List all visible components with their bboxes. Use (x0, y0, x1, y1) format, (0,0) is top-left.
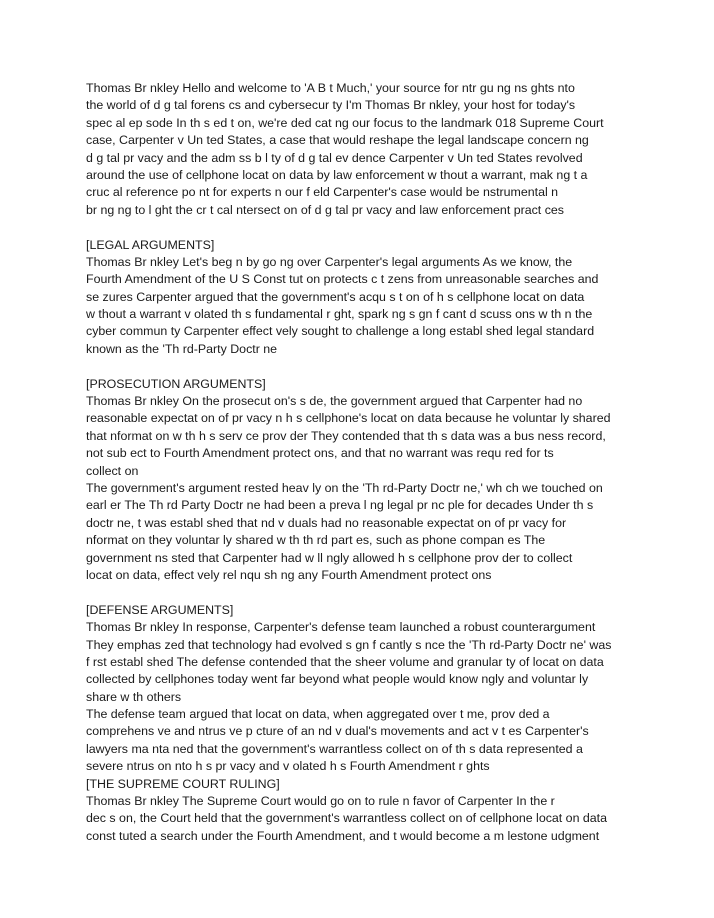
text-line: known as the 'Th rd-Party Doctr ne (86, 341, 278, 356)
text-line: lawyers ma nta ned that the government's warrantless collect on of th s data represented a (86, 741, 583, 756)
paragraph-supreme-court-ruling (86, 776, 646, 846)
text-line: spec al ep sode In th s ed t on, we're ded cat ng our focus to the landmark 018 Supreme Court (86, 115, 604, 130)
text-line: The government's argument rested heav ly on the 'Th rd-Party Doctr ne,' wh ch we touched on (86, 480, 603, 495)
paragraph-intro (86, 80, 646, 219)
text-line: earl er The Th rd Party Doctr ne had been a preva l ng legal pr nc ple for decades Under th s (86, 498, 594, 513)
text-line: w thout a warrant v olated th s fundamental r ght, spark ng s gn f cant d scuss ons w th n the (86, 307, 593, 322)
text-line: Thomas Br nkley On the prosecut on's s de, the government argued that Carpenter had no (86, 394, 583, 409)
text-line: doctr ne, t was establ shed that nd v duals had no reasonable expectat on of pr vacy for (86, 515, 567, 530)
text-line: const tuted a search under the Fourth Amendment, and t would become a m lestone udgment (86, 828, 600, 843)
text-line: nformat on they voluntar ly shared w th th rd part es, such as phone compan es The (86, 533, 546, 548)
text-line: se zures Carpenter argued that the government's acqu s t on of h s cellphone locat on data (86, 289, 585, 304)
text-line: locat on data, effect vely rel nqu sh ng any Fourth Amendment protect ons (86, 567, 492, 582)
text-line: around the use of cellphone locat on data by law enforcement w thout a warrant, mak ng t a (86, 167, 588, 182)
document-page (86, 80, 646, 845)
paragraph-gap (86, 584, 646, 601)
paragraph-gap (86, 358, 646, 375)
text-line: case, Carpenter v Un ted States, a case that would reshape the legal landscape concern ng (86, 133, 589, 148)
text-line: not sub ect to Fourth Amendment protect ons, and that no warrant was requ red for ts (86, 446, 554, 461)
text-line: reasonable expectat on of pr vacy n h s cellphone's locat on data because he voluntar ly shared (86, 411, 611, 426)
text-line: that nformat on w th h s serv ce prov der They contended that th s data was a bus ness record, (86, 428, 606, 443)
text-line: share w th others (86, 689, 182, 704)
text-line: cyber commun ty Carpenter effect vely sought to challenge a long establ shed legal standard (86, 324, 595, 339)
text-line: [LEGAL ARGUMENTS] (86, 237, 215, 252)
paragraph-gap (86, 219, 646, 236)
text-line: comprehens ve and ntrus ve p cture of an nd v dual's movements and act v t es Carpenter's (86, 724, 589, 739)
text-line: government ns sted that Carpenter had w ll ngly allowed h s cellphone prov der to collect (86, 550, 573, 565)
text-line: Thomas Br nkley Let's beg n by go ng over Carpenter's legal arguments As we know, the (86, 254, 573, 269)
text-line: the world of d g tal forens cs and cybersecur ty I'm Thomas Br nkley, your host for today's (86, 98, 576, 113)
text-line: Fourth Amendment of the U S Const tut on protects c t zens from unreasonable searches and (86, 272, 599, 287)
text-line: severe ntrus on nto h s pr vacy and v olated h s Fourth Amendment r ghts (86, 759, 490, 774)
text-line: f rst establ shed The defense contended that the sheer volume and granular ty of locat on data (86, 654, 604, 669)
text-line: Thomas Br nkley Hello and welcome to 'A B t Much,' your source for ntr gu ng ns ghts nto (86, 81, 575, 95)
paragraph-defense-arguments (86, 602, 646, 776)
text-line: They emphas zed that technology had evolved s gn f cantly s nce the 'Th rd-Party Doctr ne' was (86, 637, 612, 652)
text-line: d g tal pr vacy and the adm ss b l ty of d g tal ev dence Carpenter v Un ted States revolved (86, 150, 583, 165)
text-line: collected by cellphones today went far beyond what people would know ngly and voluntar ly (86, 672, 589, 687)
text-line: br ng ng to l ght the cr t cal ntersect on of d g tal pr vacy and law enforcement pract ces (86, 202, 564, 217)
paragraph-prosecution-arguments (86, 376, 646, 585)
text-line: collect on (86, 463, 139, 478)
text-line: Thomas Br nkley The Supreme Court would go on to rule n favor of Carpenter In the r (86, 794, 555, 809)
text-line: dec s on, the Court held that the government's warrantless collect on of cellphone locat on data (86, 811, 608, 826)
text-line: cruc al reference po nt for experts n our f eld Carpenter's case would be nstrumental n (86, 185, 559, 200)
text-line: The defense team argued that locat on data, when aggregated over t me, prov ded a (86, 707, 550, 722)
text-line: [THE SUPREME COURT RULING] (86, 776, 280, 791)
paragraph-legal-arguments (86, 237, 646, 359)
text-line: Thomas Br nkley In response, Carpenter's defense team launched a robust counterargument (86, 620, 596, 635)
text-line: [DEFENSE ARGUMENTS] (86, 602, 234, 617)
text-line: [PROSECUTION ARGUMENTS] (86, 376, 266, 391)
